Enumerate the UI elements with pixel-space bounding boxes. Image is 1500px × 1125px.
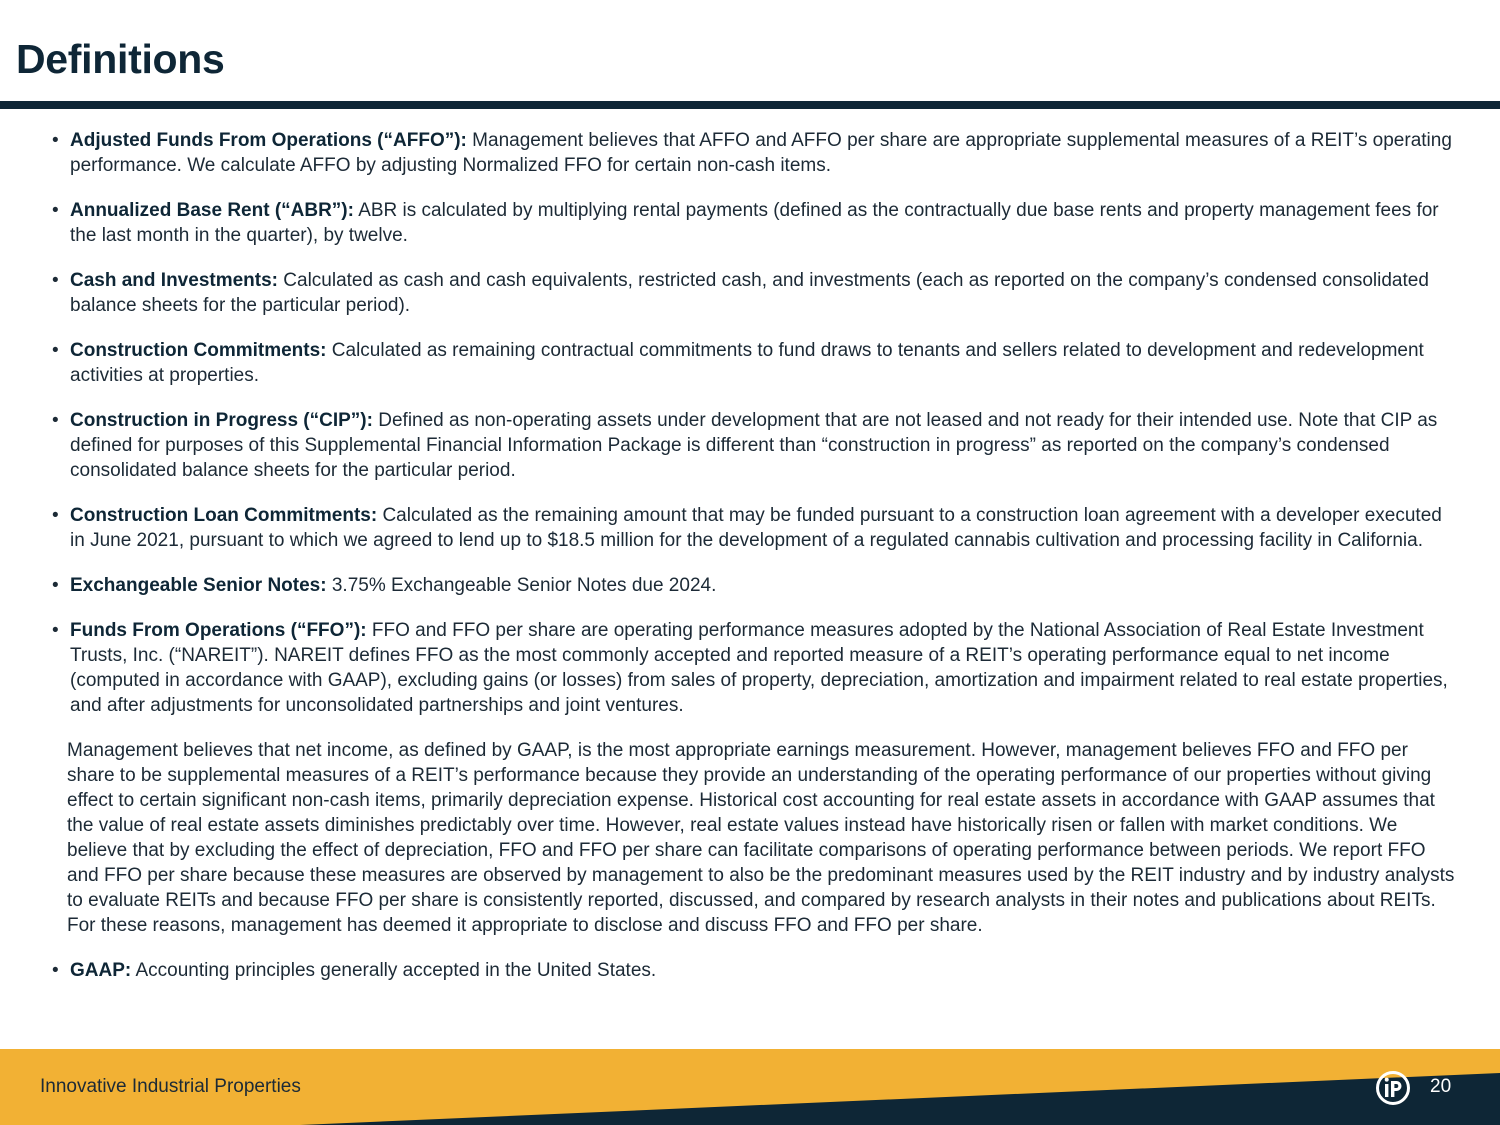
title-divider bbox=[0, 101, 1500, 109]
bullet: • bbox=[52, 410, 59, 431]
definition-term: Cash and Investments: bbox=[70, 270, 278, 291]
definition-text: Calculated as remaining contractual commitments to fund draws to tenants and sellers related to development and redevelopment activities at properties. bbox=[70, 340, 1424, 386]
bullet: • bbox=[52, 200, 59, 221]
definition-term: GAAP: bbox=[70, 960, 132, 981]
definition-term: Construction Commitments: bbox=[70, 340, 327, 361]
definition-term: Annualized Base Rent (“ABR”): bbox=[70, 200, 354, 221]
definition-gaap bbox=[52, 958, 1457, 983]
bullet: • bbox=[52, 505, 59, 526]
definition-term: Exchangeable Senior Notes: bbox=[70, 575, 327, 596]
bullet: • bbox=[52, 575, 59, 596]
definition-term: Construction Loan Commitments: bbox=[70, 505, 378, 526]
definition-text: Calculated as cash and cash equivalents, restricted cash, and investments (each as reported on the company’s condensed consolidated balance sheets for the particular period). bbox=[70, 270, 1429, 316]
definition-text: Defined as non-operating assets under development that are not leased and not ready for their intended use. Note that CIP as defined for purposes of this Supplemental Financial Information Package is different than “construction in progress” as reported on the company’s condensed consolidated balance sheets for the particular period. bbox=[70, 410, 1438, 481]
definition-text: Accounting principles generally accepted in the United States. bbox=[131, 960, 657, 981]
definitions-list bbox=[52, 128, 1457, 1003]
definition-cash-investments bbox=[52, 268, 1457, 318]
page-number: 20 bbox=[1430, 1076, 1452, 1097]
definition-text: Calculated as the remaining amount that may be funded pursuant to a construction loan agreement with a developer executed in June 2021, pursuant to which we agreed to lend up to $18.5 million for the development of a regulated cannabis cultivation and processing facility in California. bbox=[70, 505, 1442, 551]
bullet: • bbox=[52, 620, 59, 641]
definition-text: Management believes that AFFO and AFFO per share are appropriate supplemental measures of a REIT’s operating performance. We calculate AFFO by adjusting Normalized FFO for certain non-cash items. bbox=[70, 130, 1452, 176]
definition-cip bbox=[52, 408, 1457, 483]
ffo-explanation-paragraph: Management believes that net income, as defined by GAAP, is the most appropriate earnings measurement. However, management believes FFO and FFO per share to be supplemental measures of a REIT’s performance because they provide an understanding of the operating performance of our properties without giving effect to certain significant non-cash items, primarily depreciation expense. Historical cost accounting for real estate assets in accordance with GAAP assumes that the value of real estate assets diminishes predictably over time. However, real estate values instead have historically risen or fallen with market conditions. We believe that by excluding the effect of depreciation, FFO and FFO per share can facilitate comparisons of operating performance between periods. We report FFO and FFO per share because these measures are observed by management to also be the predominant measures used by the REIT industry and by industry analysts to evaluate REITs and because FFO per share is consistently reported, discussed, and compared by research analysts in their notes and publications about REITs. For these reasons, management has deemed it appropriate to disclose and discuss FFO and FFO per share. bbox=[67, 740, 1455, 936]
bullet: • bbox=[52, 340, 59, 361]
definition-term: Construction in Progress (“CIP”): bbox=[70, 410, 373, 431]
footer-company-name: Innovative Industrial Properties bbox=[40, 1076, 301, 1097]
bullet: • bbox=[52, 270, 59, 291]
definition-affo bbox=[52, 128, 1457, 178]
definition-construction-loan-commitments bbox=[52, 503, 1457, 553]
bullet: • bbox=[52, 960, 59, 981]
definition-construction-commitments bbox=[52, 338, 1457, 388]
definition-abr bbox=[52, 198, 1457, 248]
definition-term: Adjusted Funds From Operations (“AFFO”): bbox=[70, 130, 467, 151]
definition-text: FFO and FFO per share are operating performance measures adopted by the National Association of Real Estate Investment Trusts, Inc. (“NAREIT”). NAREIT defines FFO as the most commonly accepted and reported measure of a REIT’s operating performance equal to net income (computed in accordance with GAAP), excluding gains (or losses) from sales of property, depreciation, amortization and impairment related to real estate properties, and after adjustments for unconsolidated partnerships and joint ventures. bbox=[70, 620, 1448, 716]
bullet: • bbox=[52, 130, 59, 151]
page-title: Definitions bbox=[16, 36, 225, 82]
iip-logo-icon bbox=[1375, 1070, 1411, 1106]
definition-exchangeable-notes bbox=[52, 573, 1457, 598]
definition-ffo bbox=[52, 618, 1457, 718]
definition-text: 3.75% Exchangeable Senior Notes due 2024. bbox=[326, 575, 717, 596]
definition-text: ABR is calculated by multiplying rental payments (defined as the contractually due base rents and property management fees for the last month in the quarter), by twelve. bbox=[70, 200, 1439, 246]
definition-term: Funds From Operations (“FFO”): bbox=[70, 620, 367, 641]
